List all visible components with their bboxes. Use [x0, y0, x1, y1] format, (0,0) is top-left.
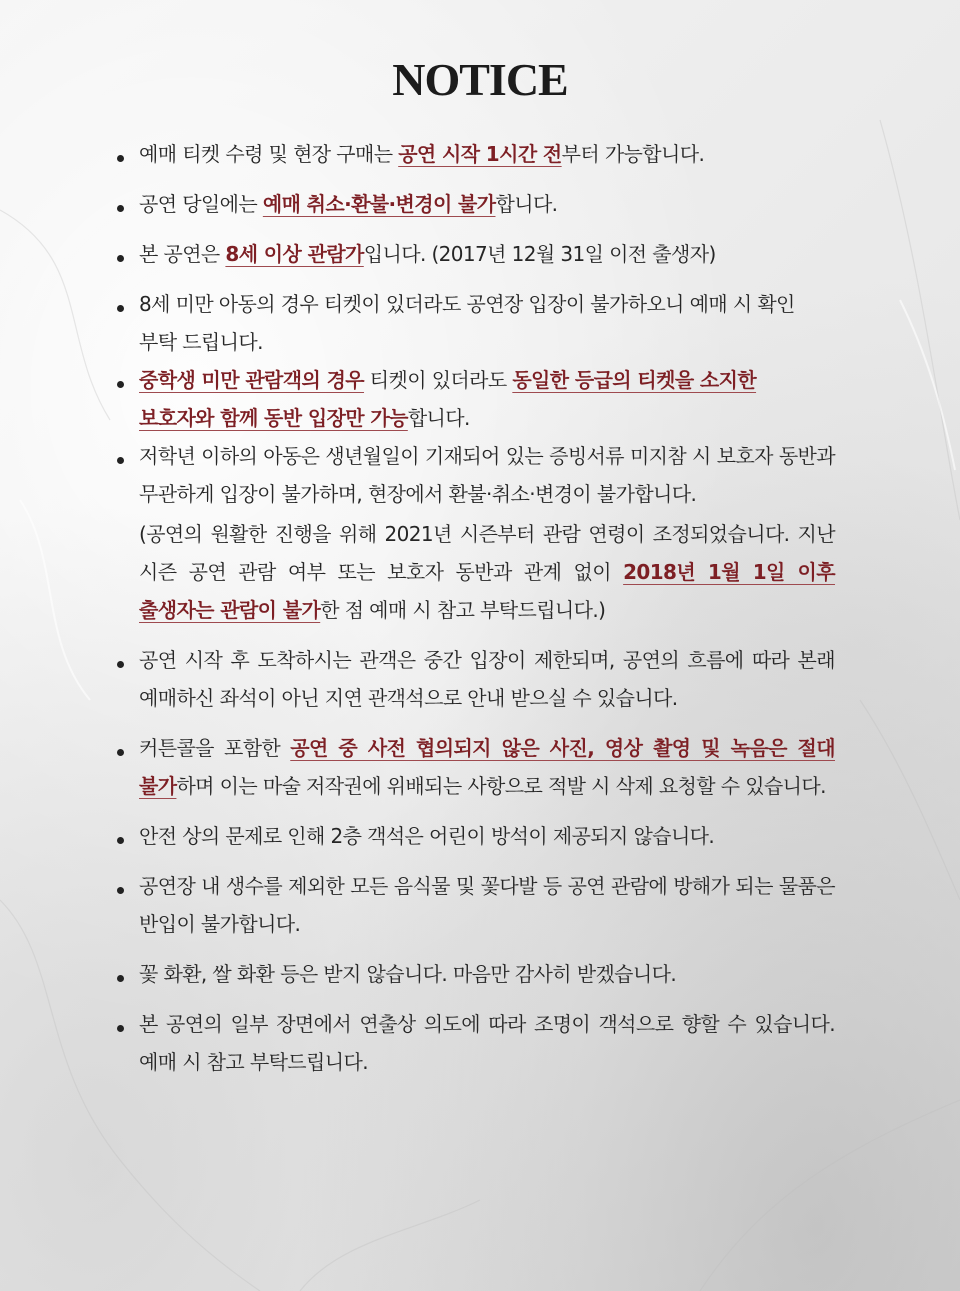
bullet-icon: [117, 155, 124, 162]
notice-subnote: [139, 515, 835, 629]
notice-item-late-arrival: [139, 641, 835, 717]
notice-text: 본 공연의 일부 장면에서 연출상 의도에 따라 조명이 객석으로 향할 수 있습니다. 예매 시 참고 부탁드립니다.: [139, 1012, 835, 1074]
notice-item-under-eight: [139, 285, 835, 361]
notice-highlight: 2018년 1월 1일 이후 출생자는 관람이 불가: [139, 560, 835, 622]
bullet-icon: [117, 381, 124, 388]
bullet-icon: [117, 661, 124, 668]
notice-item-ticket-pickup: [139, 135, 835, 173]
notice-item-guardian: [139, 361, 835, 437]
bullet-icon: [117, 457, 124, 464]
notice-text: 저학년 이하의 아동은 생년월일이 기재되어 있는 증빙서류 미지참 시 보호자 동반과 무관하게 입장이 불가하며, 현장에서 환불·취소·변경이 불가합니다.: [139, 444, 835, 506]
notice-item-id-required: [139, 437, 835, 629]
bullet-icon: [117, 837, 124, 844]
notice-item-no-recording: [139, 729, 835, 805]
notice-text: 공연 시작 후 도착하시는 관객은 중간 입장이 제한되며, 공연의 흐름에 따라 본래 예매하신 좌석이 아닌 지연 관객석으로 안내 받으실 수 있습니다.: [139, 648, 835, 710]
notice-highlight: 예매 취소·환불·변경이 불가: [262, 192, 496, 216]
notice-list: [0, 135, 960, 1081]
notice-highlight: 8세 이상 관람가: [225, 242, 364, 266]
notice-item-no-food: [139, 867, 835, 943]
notice-item-cushion: [139, 817, 835, 855]
notice-text: 예매 티켓 수령 및 현장 구매는: [139, 142, 399, 166]
notice-text: 공연 당일에는: [139, 192, 263, 216]
notice-text: 한 점 예매 시 참고 부탁드립니다.): [320, 598, 606, 622]
notice-text: (공연의 원활한 진행을 위해 2021년 시즌부터 관람 연령이 조정되었습니다. 지난 시즌 공연 관람 여부 또는 보호자 동반과 관계 없이: [139, 522, 835, 584]
bullet-icon: [117, 305, 124, 312]
notice-text: 안전 상의 문제로 인해 2층 객석은 어린이 방석이 제공되지 않습니다.: [139, 824, 715, 848]
notice-text: 커튼콜을 포함한: [139, 736, 291, 760]
notice-text: 합니다.: [495, 192, 558, 216]
notice-highlight: 중학생 미만 관람객의 경우: [139, 368, 365, 392]
notice-item-no-refund: [139, 185, 835, 223]
notice-text: 입니다. (2017년 12월 31일 이전 출생자): [363, 242, 716, 266]
notice-text: 합니다.: [407, 406, 470, 430]
bullet-icon: [117, 749, 124, 756]
notice-text: 하며 이는 마술 저작권에 위배되는 사항으로 적발 시 삭제 요청할 수 있습니다.: [176, 774, 826, 798]
notice-text: 티켓이 있더라도: [364, 368, 513, 392]
notice-highlight: 동일한 등급의 티켓을 소지한 보호자와 함께 동반 입장만 가능: [139, 368, 757, 430]
notice-text: 본 공연은: [139, 242, 226, 266]
notice-text: 꽃 화환, 쌀 화환 등은 받지 않습니다. 마음만 감사히 받겠습니다.: [139, 962, 677, 986]
bullet-icon: [117, 205, 124, 212]
notice-item-no-wreath: [139, 955, 835, 993]
page-title: NOTICE: [392, 54, 568, 105]
notice-text: 공연장 내 생수를 제외한 모든 음식물 및 꽃다발 등 공연 관람에 방해가 되는 물품은 반입이 불가합니다.: [139, 874, 835, 936]
notice-highlight: 공연 시작 1시간 전: [398, 142, 562, 166]
bullet-icon: [117, 255, 124, 262]
notice-item-age-limit: [139, 235, 835, 273]
notice-text: 부터 가능합니다.: [561, 142, 705, 166]
notice-highlight: 공연 중 사전 협의되지 않은 사진, 영상 촬영 및 녹음은 절대 불가: [139, 736, 835, 798]
notice-item-lighting: [139, 1005, 835, 1081]
bullet-icon: [117, 887, 124, 894]
bullet-icon: [117, 975, 124, 982]
notice-text: 8세 미만 아동의 경우 티켓이 있더라도 공연장 입장이 불가하오니 예매 시 확인 부탁 드립니다.: [139, 292, 795, 354]
bullet-icon: [117, 1025, 124, 1032]
